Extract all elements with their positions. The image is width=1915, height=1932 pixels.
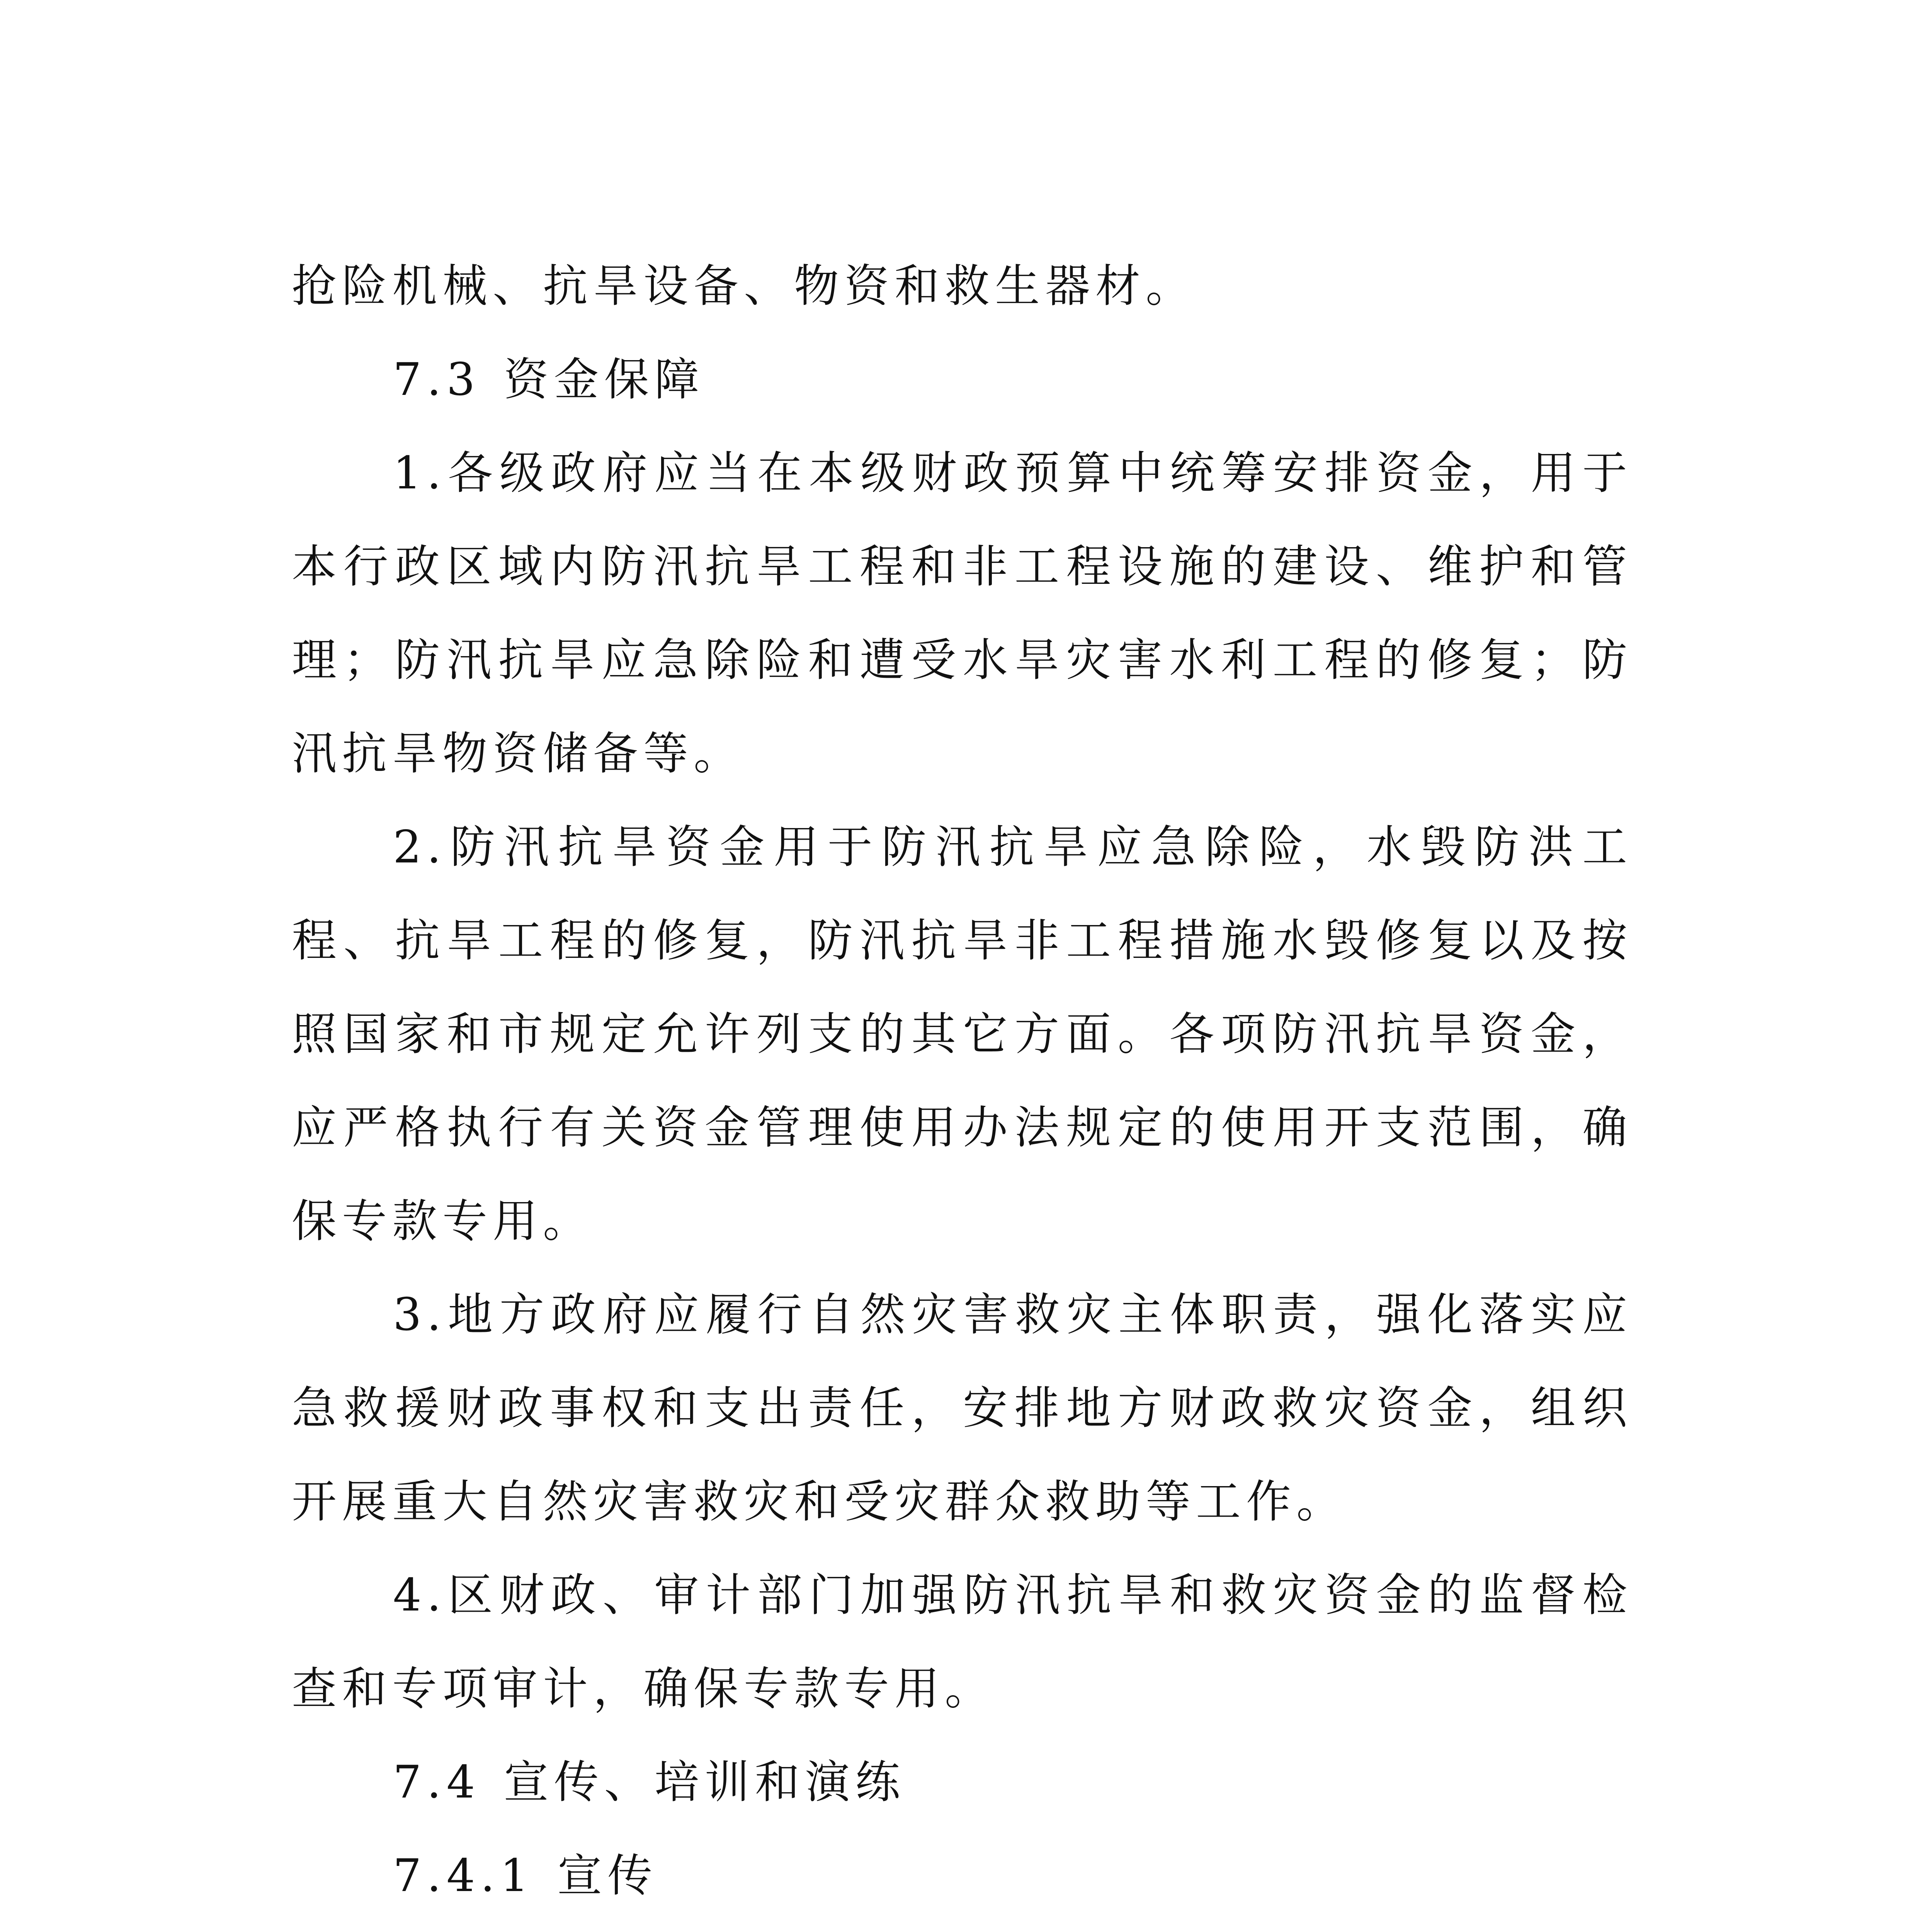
- section-heading-7-3: [292, 333, 1633, 427]
- section-title: 资金保障: [503, 354, 705, 406]
- body-paragraph: [292, 1923, 1633, 1932]
- section-title: 宣传、培训和演练: [503, 1756, 906, 1808]
- section-number: 7.4: [393, 1756, 481, 1808]
- section-heading-7-4: [292, 1736, 1633, 1829]
- section-title: 宣传: [557, 1850, 658, 1902]
- body-paragraph: 抢险机械、抗旱设备、物资和救生器材。: [292, 260, 1196, 312]
- body-paragraph: 4.区财政、审计部门加强防汛抗旱和救灾资金的监督检查和专项审计，确保专款专用。: [292, 1569, 1633, 1715]
- section-number: 7.4.1: [393, 1850, 534, 1902]
- body-paragraph: 1.各级政府应当在本级财政预算中统筹安排资金，用于本行政区域内防汛抗旱工程和非工程设施的建设、维护和管理；防汛抗旱应急除险和遭受水旱灾害水利工程的修复；防汛抗旱物资储备等。: [292, 447, 1633, 780]
- document-body: [292, 240, 1633, 1932]
- body-paragraph: 3.地方政府应履行自然灾害救灾主体职责，强化落实应急救援财政事权和支出责任，安排地方财政救灾资金，组织开展重大自然灾害救灾和受灾群众救助等工作。: [292, 1289, 1633, 1528]
- section-heading-7-4-1: [292, 1829, 1633, 1923]
- section-number: 7.3: [393, 354, 481, 406]
- body-paragraph: 2.防汛抗旱资金用于防汛抗旱应急除险，水毁防洪工程、抗旱工程的修复，防汛抗旱非工程措施水毁修复以及按照国家和市规定允许列支的其它方面。各项防汛抗旱资金，应严格执行有关资金管理使用办法规定的使用开支范围，确保专款专用。: [292, 821, 1633, 1247]
